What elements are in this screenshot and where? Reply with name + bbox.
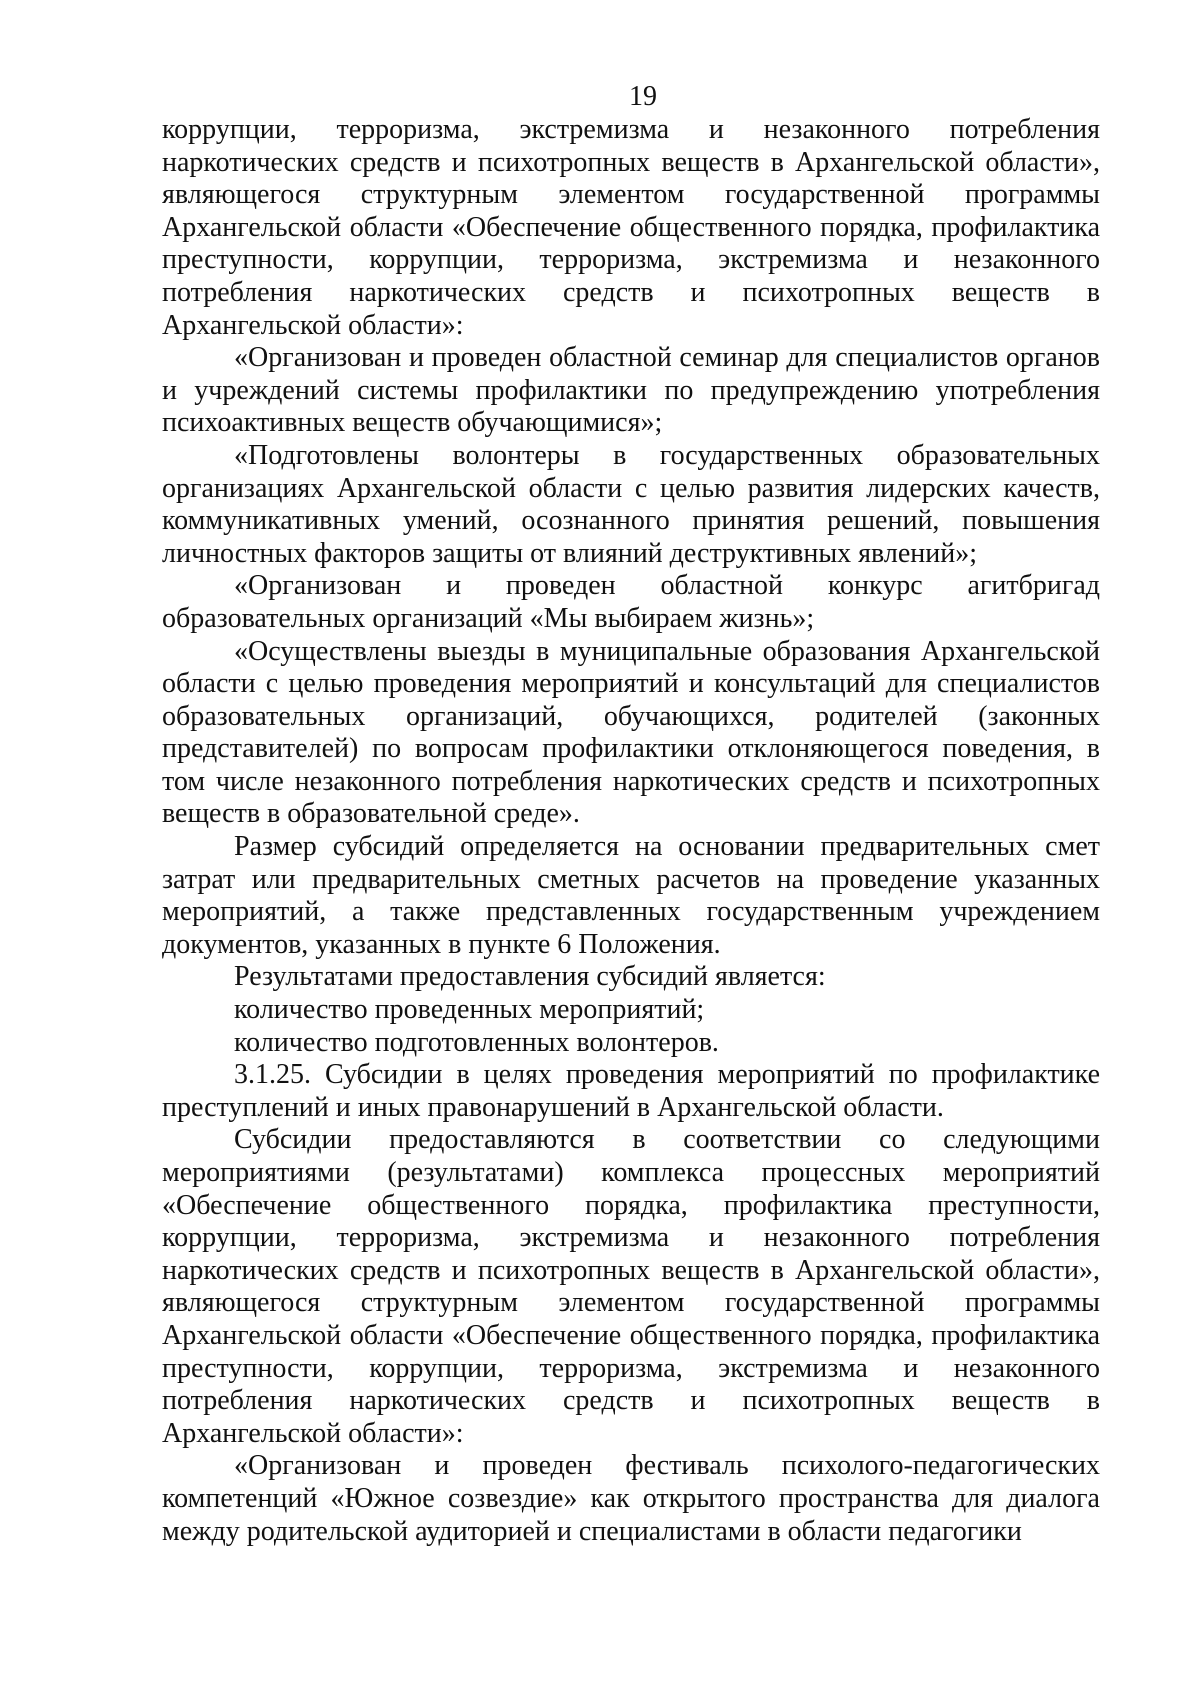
paragraph-continuation: коррупции, терроризма, экстремизма и незаконного потребления наркотических средств и психотропных веществ в Архангельской области», являющегося структурным элементом государственной программы Архангельской области «Обеспечение общественного порядка, профилактика преступности, коррупции, терроризма, экстремизма и незаконного потребления наркотических средств и психотропных веществ в Архангельской области»: [162,114,1100,341]
paragraph-result-events: количество проведенных мероприятий; [234,994,705,1026]
paragraph-seminar: «Организован и проведен областной семинар для специалистов органов и учреждений системы профилактики по предупреждению употребления психоактивных веществ обучающимися»; [162,342,1100,439]
paragraph-results-heading: Результатами предоставления субсидий является: [234,961,826,993]
paragraph-volunteers: «Подготовлены волонтеры в государственных образовательных организациях Архангельской области с целью развития лидерских качеств, коммуникативных умений, осознанного принятия решений, повышения личностных факторов защиты от влияний деструктивных явлений»; [162,439,1100,569]
document-page [162,82,1100,1548]
document-body [162,114,1100,1548]
paragraph-subsidy-measures: Субсидии предоставляются в соответствии со следующими мероприятиями (результатами) комплекса процессных мероприятий «Обеспечение общественного порядка, профилактика преступности, коррупции, терроризма, экстремизма и незаконного потребления наркотических средств и психотропных веществ в Архангельской области», являющегося структурным элементом государственной программы Архангельской области «Обеспечение общественного порядка, профилактика преступности, коррупции, терроризма, экстремизма и незаконного потребления наркотических средств и психотропных веществ в Архангельской области»: [162,1124,1100,1449]
paragraph-visits: «Осуществлены выезды в муниципальные образования Архангельской области с целью проведения мероприятий и консультаций для специалистов образовательных организаций, обучающихся, родителей (законных представителей) по вопросам профилактики отклоняющегося поведения, в том числе незаконного потребления наркотических средств и психотропных веществ в образовательной среде». [162,635,1100,830]
paragraph-section-3-1-25: 3.1.25. Субсидии в целях проведения мероприятий по профилактике преступлений и иных правонарушений в Архангельской области. [162,1059,1100,1123]
page-number: 19 [629,81,657,112]
paragraph-subsidy-size: Размер субсидий определяется на основании предварительных смет затрат или предварительных сметных расчетов на проведение указанных мероприятий, а также представленных государственным учреждением документов, указанных в пункте 6 Положения. [162,831,1100,960]
paragraph-festival: «Организован и проведен фестиваль психолого-педагогических компетенций «Южное созвездие» как открытого пространства для диалога между родительской аудиторией и специалистами в области педагогики [162,1450,1100,1547]
paragraph-result-volunteers: количество подготовленных волонтеров. [234,1026,719,1058]
paragraph-contest: «Организован и проведен областной конкурс агитбригад образовательных организаций «Мы выбираем жизнь»; [162,570,1100,634]
